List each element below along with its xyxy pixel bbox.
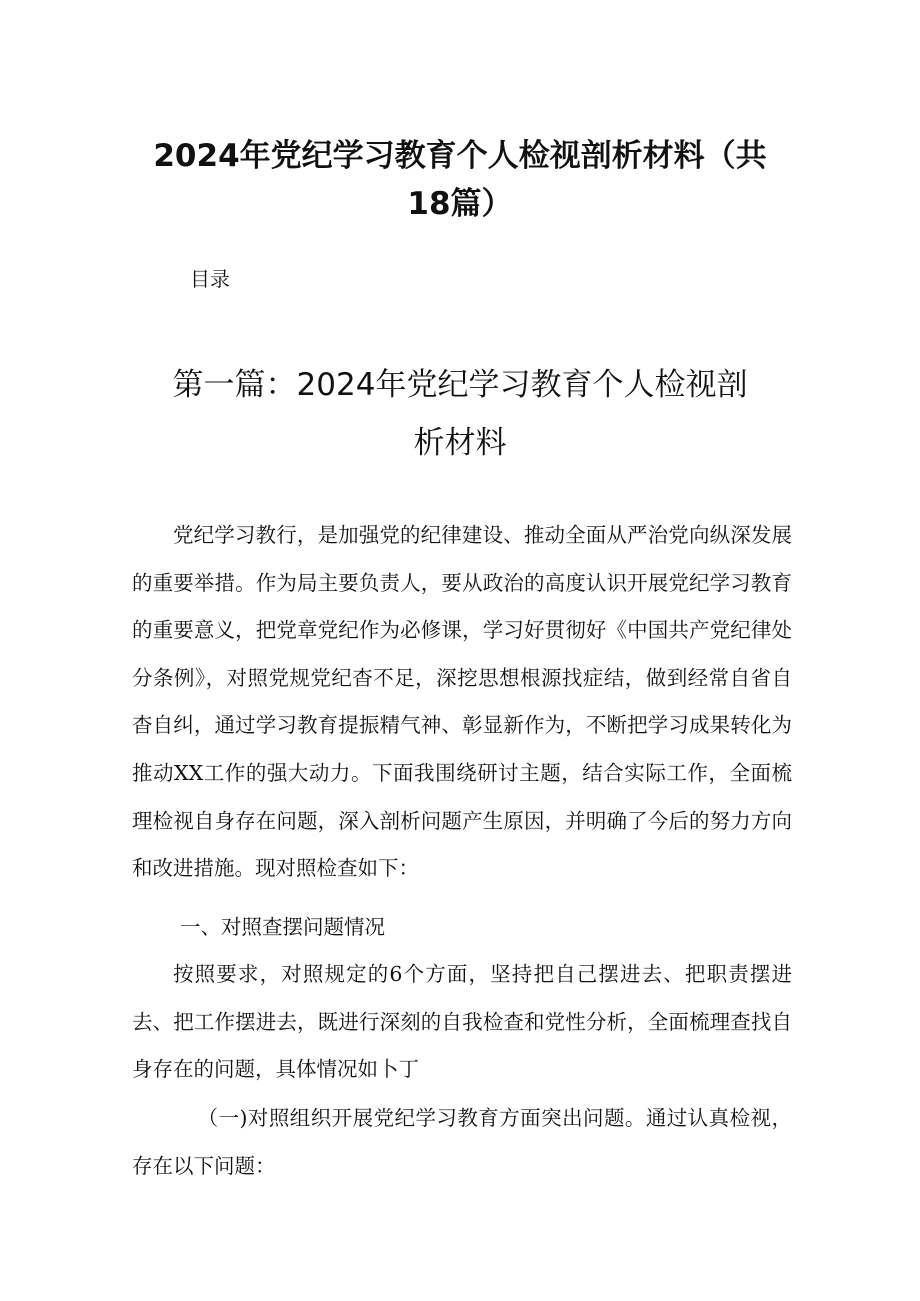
- document-title-line2: 18篇）: [407, 186, 513, 222]
- chapter-title-line1: 第一篇：2024年党纪学习教育个人检视剖: [172, 367, 748, 403]
- document-title-line1: 2024年党纪学习教育个人检视剖析材料（共: [153, 138, 767, 174]
- section-heading: 一、对照查摆问题情况: [180, 915, 385, 939]
- document-title: [150, 132, 770, 228]
- item-one-paragraph: （一)对照组织开展党纪学习教育方面突出问题。通过认真检视，存在以下问题：: [132, 1106, 792, 1178]
- intro-paragraph: 党纪学习教行，是加强党的纪律建设、推动全面从严治党向纵深发展的重要举措。作为局主要负责人，要从政治的高度认识开展党纪学习教育的重要意义，把党章党纪作为必修课，学习好贯彻好《中国共产党纪律处分条例》，对照党规党纪杳不足，深挖思想根源找症结，做到经常自省自杳自纠，通过学习教育提振精气神、彰显新作为，不断把学习成果转化为推动XX工作的强大动力。下面我围绕研讨主题，结合实际工作，全面梳理检视自身存在问题，深入剖析问题产生原因，并明确了今后的努力方向和改进措施。现对照检查如下：: [132, 523, 792, 881]
- chapter-title-line2: 析材料: [413, 425, 507, 461]
- toc-label: 目录: [190, 267, 230, 291]
- chapter-title: [150, 356, 770, 472]
- requirements-paragraph: 按照要求，对照规定的6个方面，坚持把自己摆进去、把职责摆进去、把工作摆进去，既进行深刻的自我检查和党性分析，全面梳理查找自身存在的问题，具体情况如卜丁: [132, 962, 792, 1082]
